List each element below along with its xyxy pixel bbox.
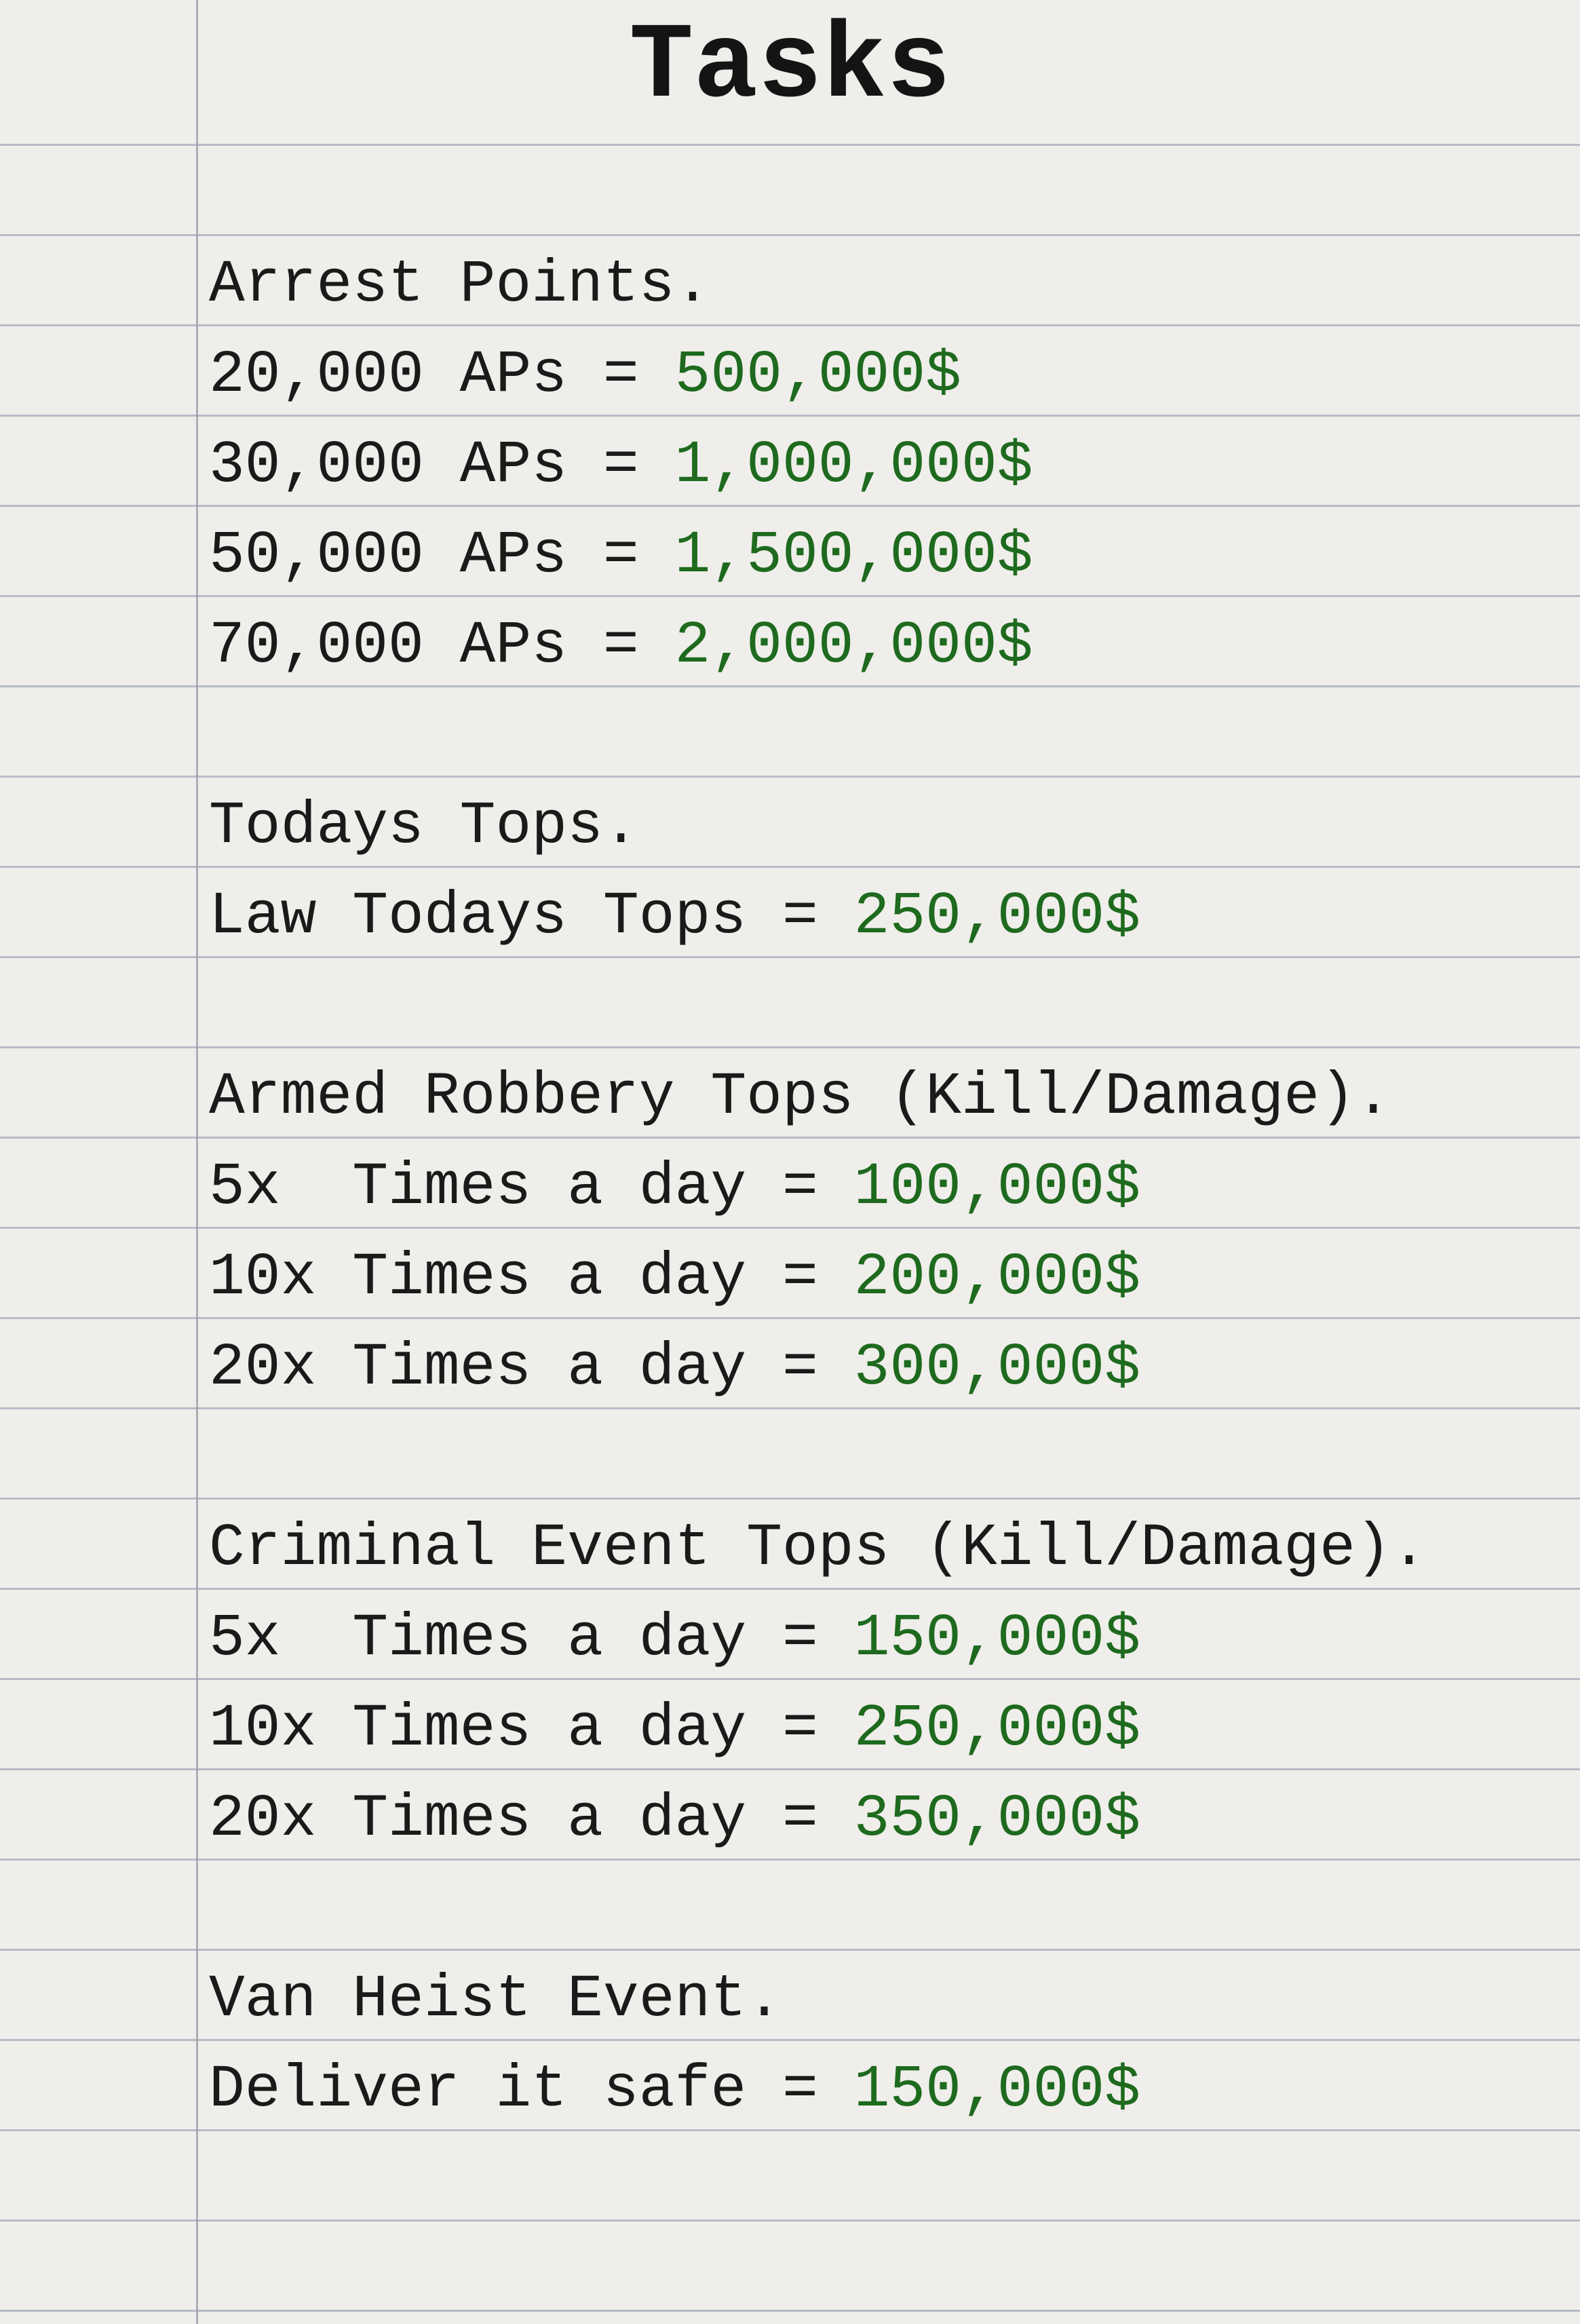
section-heading-todays-tops: Todays Tops. xyxy=(209,793,639,860)
ruled-line xyxy=(0,234,1580,236)
section-heading-armed-robbery: Armed Robbery Tops (Kill/Damage). xyxy=(209,1064,1391,1131)
task-line xyxy=(209,1143,1140,1233)
section-heading-van-heist: Van Heist Event. xyxy=(209,1966,782,2034)
reward-amount: 300,000$ xyxy=(853,1335,1141,1402)
section-heading-criminal-event: Criminal Event Tops (Kill/Damage). xyxy=(209,1515,1427,1582)
task-label: 70,000 APs = xyxy=(209,613,675,680)
task-line xyxy=(209,873,1140,962)
task-label: Deliver it safe = xyxy=(209,2057,854,2124)
reward-amount: 2,000,000$ xyxy=(674,613,1033,680)
task-line xyxy=(209,1595,1140,1684)
task-label: 5x Times a day = xyxy=(209,1605,854,1673)
ruled-line xyxy=(0,1949,1580,1951)
task-line xyxy=(209,512,1033,601)
task-line xyxy=(209,2046,1140,2135)
margin-line xyxy=(196,0,198,2324)
reward-amount: 250,000$ xyxy=(853,883,1141,951)
task-label: 20x Times a day = xyxy=(209,1335,854,1402)
task-label: 10x Times a day = xyxy=(209,1696,854,1763)
reward-amount: 200,000$ xyxy=(853,1244,1141,1312)
ruled-line xyxy=(0,1046,1580,1048)
task-label: 20,000 APs = xyxy=(209,342,675,409)
reward-amount: 150,000$ xyxy=(853,1605,1141,1673)
page-title: Tasks xyxy=(629,7,951,128)
task-label: Law Todays Tops = xyxy=(209,883,854,951)
section-heading-arrest-points: Arrest Points. xyxy=(209,252,711,319)
task-label: 5x Times a day = xyxy=(209,1154,854,1221)
ruled-line xyxy=(0,144,1580,146)
task-label: 10x Times a day = xyxy=(209,1244,854,1312)
ruled-line xyxy=(0,1498,1580,1500)
task-label: 50,000 APs = xyxy=(209,522,675,590)
reward-amount: 500,000$ xyxy=(674,342,961,409)
reward-amount: 250,000$ xyxy=(853,1696,1141,1763)
task-line xyxy=(209,1685,1140,1774)
task-line xyxy=(209,1234,1140,1323)
ruled-line xyxy=(0,2310,1580,2312)
ruled-line xyxy=(0,2220,1580,2222)
task-line xyxy=(209,1324,1140,1413)
reward-amount: 350,000$ xyxy=(853,1786,1141,1853)
task-label: 20x Times a day = xyxy=(209,1786,854,1853)
reward-amount: 1,000,000$ xyxy=(674,432,1033,499)
task-label: 30,000 APs = xyxy=(209,432,675,499)
task-line xyxy=(209,602,1033,691)
reward-amount: 1,500,000$ xyxy=(674,522,1033,590)
reward-amount: 150,000$ xyxy=(853,2057,1141,2124)
task-line xyxy=(209,421,1033,511)
task-line xyxy=(209,331,961,421)
task-line xyxy=(209,1775,1140,1865)
reward-amount: 100,000$ xyxy=(853,1154,1141,1221)
ruled-line xyxy=(0,776,1580,778)
